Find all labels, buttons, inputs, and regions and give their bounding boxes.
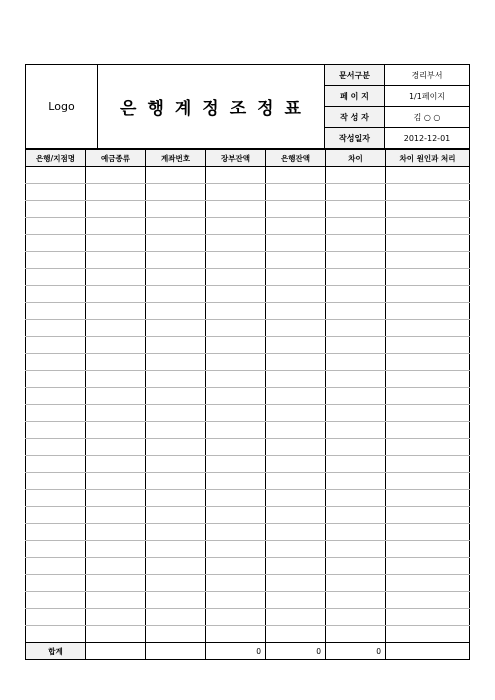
author-label: 작 성 자 bbox=[325, 107, 385, 128]
table-cell[interactable] bbox=[386, 388, 470, 405]
table-cell[interactable] bbox=[146, 439, 206, 456]
table-cell[interactable] bbox=[26, 218, 86, 235]
table-cell[interactable] bbox=[326, 541, 386, 558]
table-cell[interactable] bbox=[206, 235, 266, 252]
table-cell[interactable] bbox=[86, 592, 146, 609]
table-cell[interactable] bbox=[146, 575, 206, 592]
total-row bbox=[26, 643, 470, 660]
table-cell[interactable] bbox=[86, 473, 146, 490]
table-cell[interactable] bbox=[206, 201, 266, 218]
table-cell[interactable] bbox=[146, 388, 206, 405]
table-cell[interactable] bbox=[206, 184, 266, 201]
table-cell[interactable] bbox=[386, 439, 470, 456]
table-cell[interactable] bbox=[26, 558, 86, 575]
table-cell[interactable] bbox=[146, 218, 206, 235]
table-cell[interactable] bbox=[326, 303, 386, 320]
table-cell[interactable] bbox=[26, 473, 86, 490]
table-cell[interactable] bbox=[386, 490, 470, 507]
doc-type-label: 문서구분 bbox=[325, 65, 385, 86]
table-row bbox=[26, 456, 470, 473]
table-cell[interactable] bbox=[86, 524, 146, 541]
table-cell[interactable] bbox=[326, 252, 386, 269]
table-cell[interactable] bbox=[386, 541, 470, 558]
table-cell[interactable] bbox=[386, 218, 470, 235]
table-cell[interactable] bbox=[266, 201, 326, 218]
table-cell[interactable] bbox=[146, 558, 206, 575]
table-cell[interactable] bbox=[326, 575, 386, 592]
table-cell[interactable] bbox=[146, 507, 206, 524]
table-cell[interactable] bbox=[266, 252, 326, 269]
table-cell[interactable] bbox=[206, 405, 266, 422]
table-row bbox=[26, 490, 470, 507]
table-cell[interactable] bbox=[206, 507, 266, 524]
table-cell[interactable] bbox=[146, 167, 206, 184]
table-cell[interactable] bbox=[326, 320, 386, 337]
table-cell[interactable] bbox=[206, 524, 266, 541]
table-cell[interactable] bbox=[386, 167, 470, 184]
table-cell[interactable] bbox=[146, 354, 206, 371]
table-cell[interactable] bbox=[86, 286, 146, 303]
table-cell[interactable] bbox=[386, 507, 470, 524]
table-cell[interactable] bbox=[266, 405, 326, 422]
table-cell[interactable] bbox=[326, 371, 386, 388]
table-cell[interactable] bbox=[86, 405, 146, 422]
table-cell[interactable] bbox=[206, 252, 266, 269]
table-cell[interactable] bbox=[206, 218, 266, 235]
table-cell[interactable] bbox=[326, 337, 386, 354]
table-cell[interactable] bbox=[206, 609, 266, 626]
table-cell[interactable] bbox=[266, 524, 326, 541]
table-row bbox=[26, 524, 470, 541]
table-cell[interactable] bbox=[386, 524, 470, 541]
total-bank-balance: 0 bbox=[266, 643, 326, 660]
col-header-bank-balance: 은행잔액 bbox=[266, 150, 326, 167]
table-row bbox=[26, 167, 470, 184]
col-header-reason: 차이 원인과 처리 bbox=[386, 150, 470, 167]
table-cell[interactable] bbox=[26, 507, 86, 524]
table-cell[interactable] bbox=[86, 303, 146, 320]
bank-reconciliation-sheet bbox=[25, 64, 469, 660]
table-cell[interactable] bbox=[26, 609, 86, 626]
table-cell[interactable] bbox=[86, 371, 146, 388]
table-cell[interactable] bbox=[386, 269, 470, 286]
table-cell[interactable] bbox=[206, 592, 266, 609]
table-cell[interactable] bbox=[206, 473, 266, 490]
table-cell[interactable] bbox=[26, 252, 86, 269]
table-cell[interactable] bbox=[386, 592, 470, 609]
table-cell[interactable] bbox=[146, 473, 206, 490]
table-cell[interactable] bbox=[86, 320, 146, 337]
table-cell[interactable] bbox=[266, 269, 326, 286]
table-cell[interactable] bbox=[326, 558, 386, 575]
table-cell[interactable] bbox=[386, 354, 470, 371]
table-cell[interactable] bbox=[266, 354, 326, 371]
table-cell[interactable] bbox=[86, 184, 146, 201]
table-cell[interactable] bbox=[146, 184, 206, 201]
total-cell-empty bbox=[146, 643, 206, 660]
table-cell[interactable] bbox=[26, 286, 86, 303]
table-cell[interactable] bbox=[326, 184, 386, 201]
page-value: 1/1페이지 bbox=[385, 86, 470, 107]
table-cell[interactable] bbox=[266, 609, 326, 626]
table-cell[interactable] bbox=[26, 201, 86, 218]
table-row bbox=[26, 507, 470, 524]
table-cell[interactable] bbox=[86, 269, 146, 286]
table-cell[interactable] bbox=[386, 575, 470, 592]
table-row bbox=[26, 405, 470, 422]
table-cell[interactable] bbox=[146, 337, 206, 354]
table-cell[interactable] bbox=[326, 422, 386, 439]
col-header-difference: 차이 bbox=[326, 150, 386, 167]
table-cell[interactable] bbox=[266, 286, 326, 303]
table-cell[interactable] bbox=[86, 252, 146, 269]
table-cell[interactable] bbox=[26, 371, 86, 388]
table-cell[interactable] bbox=[86, 490, 146, 507]
table-cell[interactable] bbox=[206, 456, 266, 473]
table-cell[interactable] bbox=[326, 473, 386, 490]
table-row bbox=[26, 626, 470, 643]
table-cell[interactable] bbox=[266, 626, 326, 643]
table-cell[interactable] bbox=[266, 541, 326, 558]
table-cell[interactable] bbox=[26, 269, 86, 286]
table-cell[interactable] bbox=[326, 626, 386, 643]
table-cell[interactable] bbox=[26, 320, 86, 337]
document-header bbox=[25, 64, 470, 149]
table-cell[interactable] bbox=[386, 422, 470, 439]
table-row bbox=[26, 269, 470, 286]
table-cell[interactable] bbox=[206, 337, 266, 354]
col-header-account-number: 계좌번호 bbox=[146, 150, 206, 167]
table-cell[interactable] bbox=[326, 456, 386, 473]
table-cell[interactable] bbox=[86, 201, 146, 218]
table-cell[interactable] bbox=[266, 592, 326, 609]
table-cell[interactable] bbox=[26, 388, 86, 405]
table-cell[interactable] bbox=[386, 456, 470, 473]
table-row bbox=[26, 558, 470, 575]
table-cell[interactable] bbox=[146, 541, 206, 558]
table-cell[interactable] bbox=[386, 235, 470, 252]
table-cell[interactable] bbox=[266, 184, 326, 201]
table-cell[interactable] bbox=[206, 575, 266, 592]
table-row bbox=[26, 422, 470, 439]
table-cell[interactable] bbox=[326, 609, 386, 626]
table-cell[interactable] bbox=[146, 609, 206, 626]
table-cell[interactable] bbox=[146, 235, 206, 252]
table-cell[interactable] bbox=[26, 167, 86, 184]
table-cell[interactable] bbox=[146, 405, 206, 422]
table-cell[interactable] bbox=[86, 575, 146, 592]
page-label: 페 이 지 bbox=[325, 86, 385, 107]
table-cell[interactable] bbox=[146, 371, 206, 388]
table-cell[interactable] bbox=[266, 558, 326, 575]
table-cell[interactable] bbox=[386, 201, 470, 218]
table-cell[interactable] bbox=[266, 167, 326, 184]
table-cell[interactable] bbox=[206, 388, 266, 405]
table-cell[interactable] bbox=[266, 473, 326, 490]
table-cell[interactable] bbox=[86, 439, 146, 456]
table-row bbox=[26, 592, 470, 609]
table-cell[interactable] bbox=[146, 286, 206, 303]
table-cell[interactable] bbox=[146, 269, 206, 286]
table-cell[interactable] bbox=[206, 626, 266, 643]
table-header-row bbox=[26, 150, 470, 167]
table-cell[interactable] bbox=[146, 490, 206, 507]
table-cell[interactable] bbox=[146, 456, 206, 473]
table-cell[interactable] bbox=[86, 337, 146, 354]
table-cell[interactable] bbox=[386, 371, 470, 388]
table-cell[interactable] bbox=[326, 524, 386, 541]
table-cell[interactable] bbox=[386, 473, 470, 490]
table-cell[interactable] bbox=[206, 320, 266, 337]
table-cell[interactable] bbox=[26, 524, 86, 541]
table-cell[interactable] bbox=[26, 439, 86, 456]
table-row bbox=[26, 541, 470, 558]
reconciliation-table bbox=[25, 149, 470, 660]
table-cell[interactable] bbox=[206, 167, 266, 184]
table-cell[interactable] bbox=[206, 269, 266, 286]
table-row bbox=[26, 235, 470, 252]
total-book-balance: 0 bbox=[206, 643, 266, 660]
table-cell[interactable] bbox=[386, 609, 470, 626]
total-cell-empty bbox=[386, 643, 470, 660]
col-header-deposit-type: 예금종류 bbox=[86, 150, 146, 167]
table-cell[interactable] bbox=[86, 541, 146, 558]
table-cell[interactable] bbox=[326, 286, 386, 303]
table-cell[interactable] bbox=[386, 184, 470, 201]
table-cell[interactable] bbox=[386, 320, 470, 337]
table-row bbox=[26, 609, 470, 626]
table-cell[interactable] bbox=[86, 354, 146, 371]
table-cell[interactable] bbox=[146, 524, 206, 541]
table-cell[interactable] bbox=[86, 235, 146, 252]
table-row bbox=[26, 303, 470, 320]
table-cell[interactable] bbox=[206, 286, 266, 303]
table-cell[interactable] bbox=[146, 201, 206, 218]
table-row bbox=[26, 337, 470, 354]
doc-type-value: 경리부서 bbox=[385, 65, 470, 86]
date-value: 2012-12-01 bbox=[385, 128, 470, 149]
table-cell[interactable] bbox=[266, 218, 326, 235]
table-cell[interactable] bbox=[206, 371, 266, 388]
table-cell[interactable] bbox=[86, 456, 146, 473]
table-row bbox=[26, 473, 470, 490]
col-header-book-balance: 장부잔액 bbox=[206, 150, 266, 167]
table-cell[interactable] bbox=[266, 337, 326, 354]
table-cell[interactable] bbox=[326, 405, 386, 422]
table-cell[interactable] bbox=[326, 201, 386, 218]
table-cell[interactable] bbox=[326, 167, 386, 184]
table-cell[interactable] bbox=[206, 490, 266, 507]
table-cell[interactable] bbox=[206, 303, 266, 320]
table-row bbox=[26, 184, 470, 201]
table-cell[interactable] bbox=[26, 405, 86, 422]
table-cell[interactable] bbox=[386, 337, 470, 354]
table-row bbox=[26, 354, 470, 371]
table-cell[interactable] bbox=[206, 558, 266, 575]
table-cell[interactable] bbox=[86, 507, 146, 524]
table-cell[interactable] bbox=[26, 184, 86, 201]
date-label: 작성일자 bbox=[325, 128, 385, 149]
col-header-bank-branch: 은행/지점명 bbox=[26, 150, 86, 167]
table-cell[interactable] bbox=[266, 303, 326, 320]
table-cell[interactable] bbox=[26, 490, 86, 507]
table-cell[interactable] bbox=[86, 167, 146, 184]
table-cell[interactable] bbox=[86, 558, 146, 575]
table-cell[interactable] bbox=[266, 371, 326, 388]
table-cell[interactable] bbox=[326, 490, 386, 507]
table-cell[interactable] bbox=[386, 626, 470, 643]
table-cell[interactable] bbox=[26, 422, 86, 439]
table-cell[interactable] bbox=[386, 405, 470, 422]
total-cell-empty bbox=[86, 643, 146, 660]
table-cell[interactable] bbox=[266, 456, 326, 473]
table-body bbox=[26, 167, 470, 643]
table-cell[interactable] bbox=[266, 320, 326, 337]
table-row bbox=[26, 371, 470, 388]
table-cell[interactable] bbox=[26, 303, 86, 320]
table-cell[interactable] bbox=[386, 558, 470, 575]
table-cell[interactable] bbox=[206, 422, 266, 439]
table-cell[interactable] bbox=[146, 303, 206, 320]
table-row bbox=[26, 320, 470, 337]
table-cell[interactable] bbox=[206, 354, 266, 371]
table-row bbox=[26, 439, 470, 456]
table-row bbox=[26, 388, 470, 405]
table-cell[interactable] bbox=[86, 422, 146, 439]
table-cell[interactable] bbox=[26, 354, 86, 371]
table-cell[interactable] bbox=[86, 609, 146, 626]
table-cell[interactable] bbox=[326, 269, 386, 286]
table-cell[interactable] bbox=[26, 456, 86, 473]
table-cell[interactable] bbox=[266, 575, 326, 592]
table-cell[interactable] bbox=[86, 626, 146, 643]
table-cell[interactable] bbox=[26, 337, 86, 354]
table-cell[interactable] bbox=[266, 507, 326, 524]
table-cell[interactable] bbox=[26, 575, 86, 592]
table-row bbox=[26, 286, 470, 303]
table-cell[interactable] bbox=[26, 235, 86, 252]
logo-placeholder: Logo bbox=[26, 65, 98, 149]
total-difference: 0 bbox=[326, 643, 386, 660]
table-cell[interactable] bbox=[146, 422, 206, 439]
total-label: 합계 bbox=[26, 643, 86, 660]
table-cell[interactable] bbox=[146, 320, 206, 337]
table-row bbox=[26, 218, 470, 235]
table-cell[interactable] bbox=[266, 235, 326, 252]
table-cell[interactable] bbox=[146, 626, 206, 643]
table-cell[interactable] bbox=[386, 286, 470, 303]
table-cell[interactable] bbox=[266, 490, 326, 507]
table-cell[interactable] bbox=[326, 388, 386, 405]
table-cell[interactable] bbox=[206, 439, 266, 456]
author-value: 김 ○ ○ bbox=[385, 107, 470, 128]
table-cell[interactable] bbox=[266, 439, 326, 456]
table-cell[interactable] bbox=[386, 303, 470, 320]
table-cell[interactable] bbox=[146, 592, 206, 609]
table-cell[interactable] bbox=[326, 354, 386, 371]
table-cell[interactable] bbox=[326, 507, 386, 524]
table-cell[interactable] bbox=[326, 592, 386, 609]
table-cell[interactable] bbox=[26, 592, 86, 609]
document-title: 은행계정조정표 bbox=[98, 65, 325, 149]
table-cell[interactable] bbox=[326, 235, 386, 252]
table-cell[interactable] bbox=[146, 252, 206, 269]
table-cell[interactable] bbox=[326, 439, 386, 456]
table-cell[interactable] bbox=[266, 422, 326, 439]
table-row bbox=[26, 201, 470, 218]
table-cell[interactable] bbox=[86, 388, 146, 405]
table-row bbox=[26, 575, 470, 592]
table-cell[interactable] bbox=[326, 218, 386, 235]
table-cell[interactable] bbox=[86, 218, 146, 235]
table-cell[interactable] bbox=[386, 252, 470, 269]
table-cell[interactable] bbox=[206, 541, 266, 558]
table-cell[interactable] bbox=[266, 388, 326, 405]
table-cell[interactable] bbox=[26, 541, 86, 558]
table-row bbox=[26, 252, 470, 269]
table-cell[interactable] bbox=[26, 626, 86, 643]
